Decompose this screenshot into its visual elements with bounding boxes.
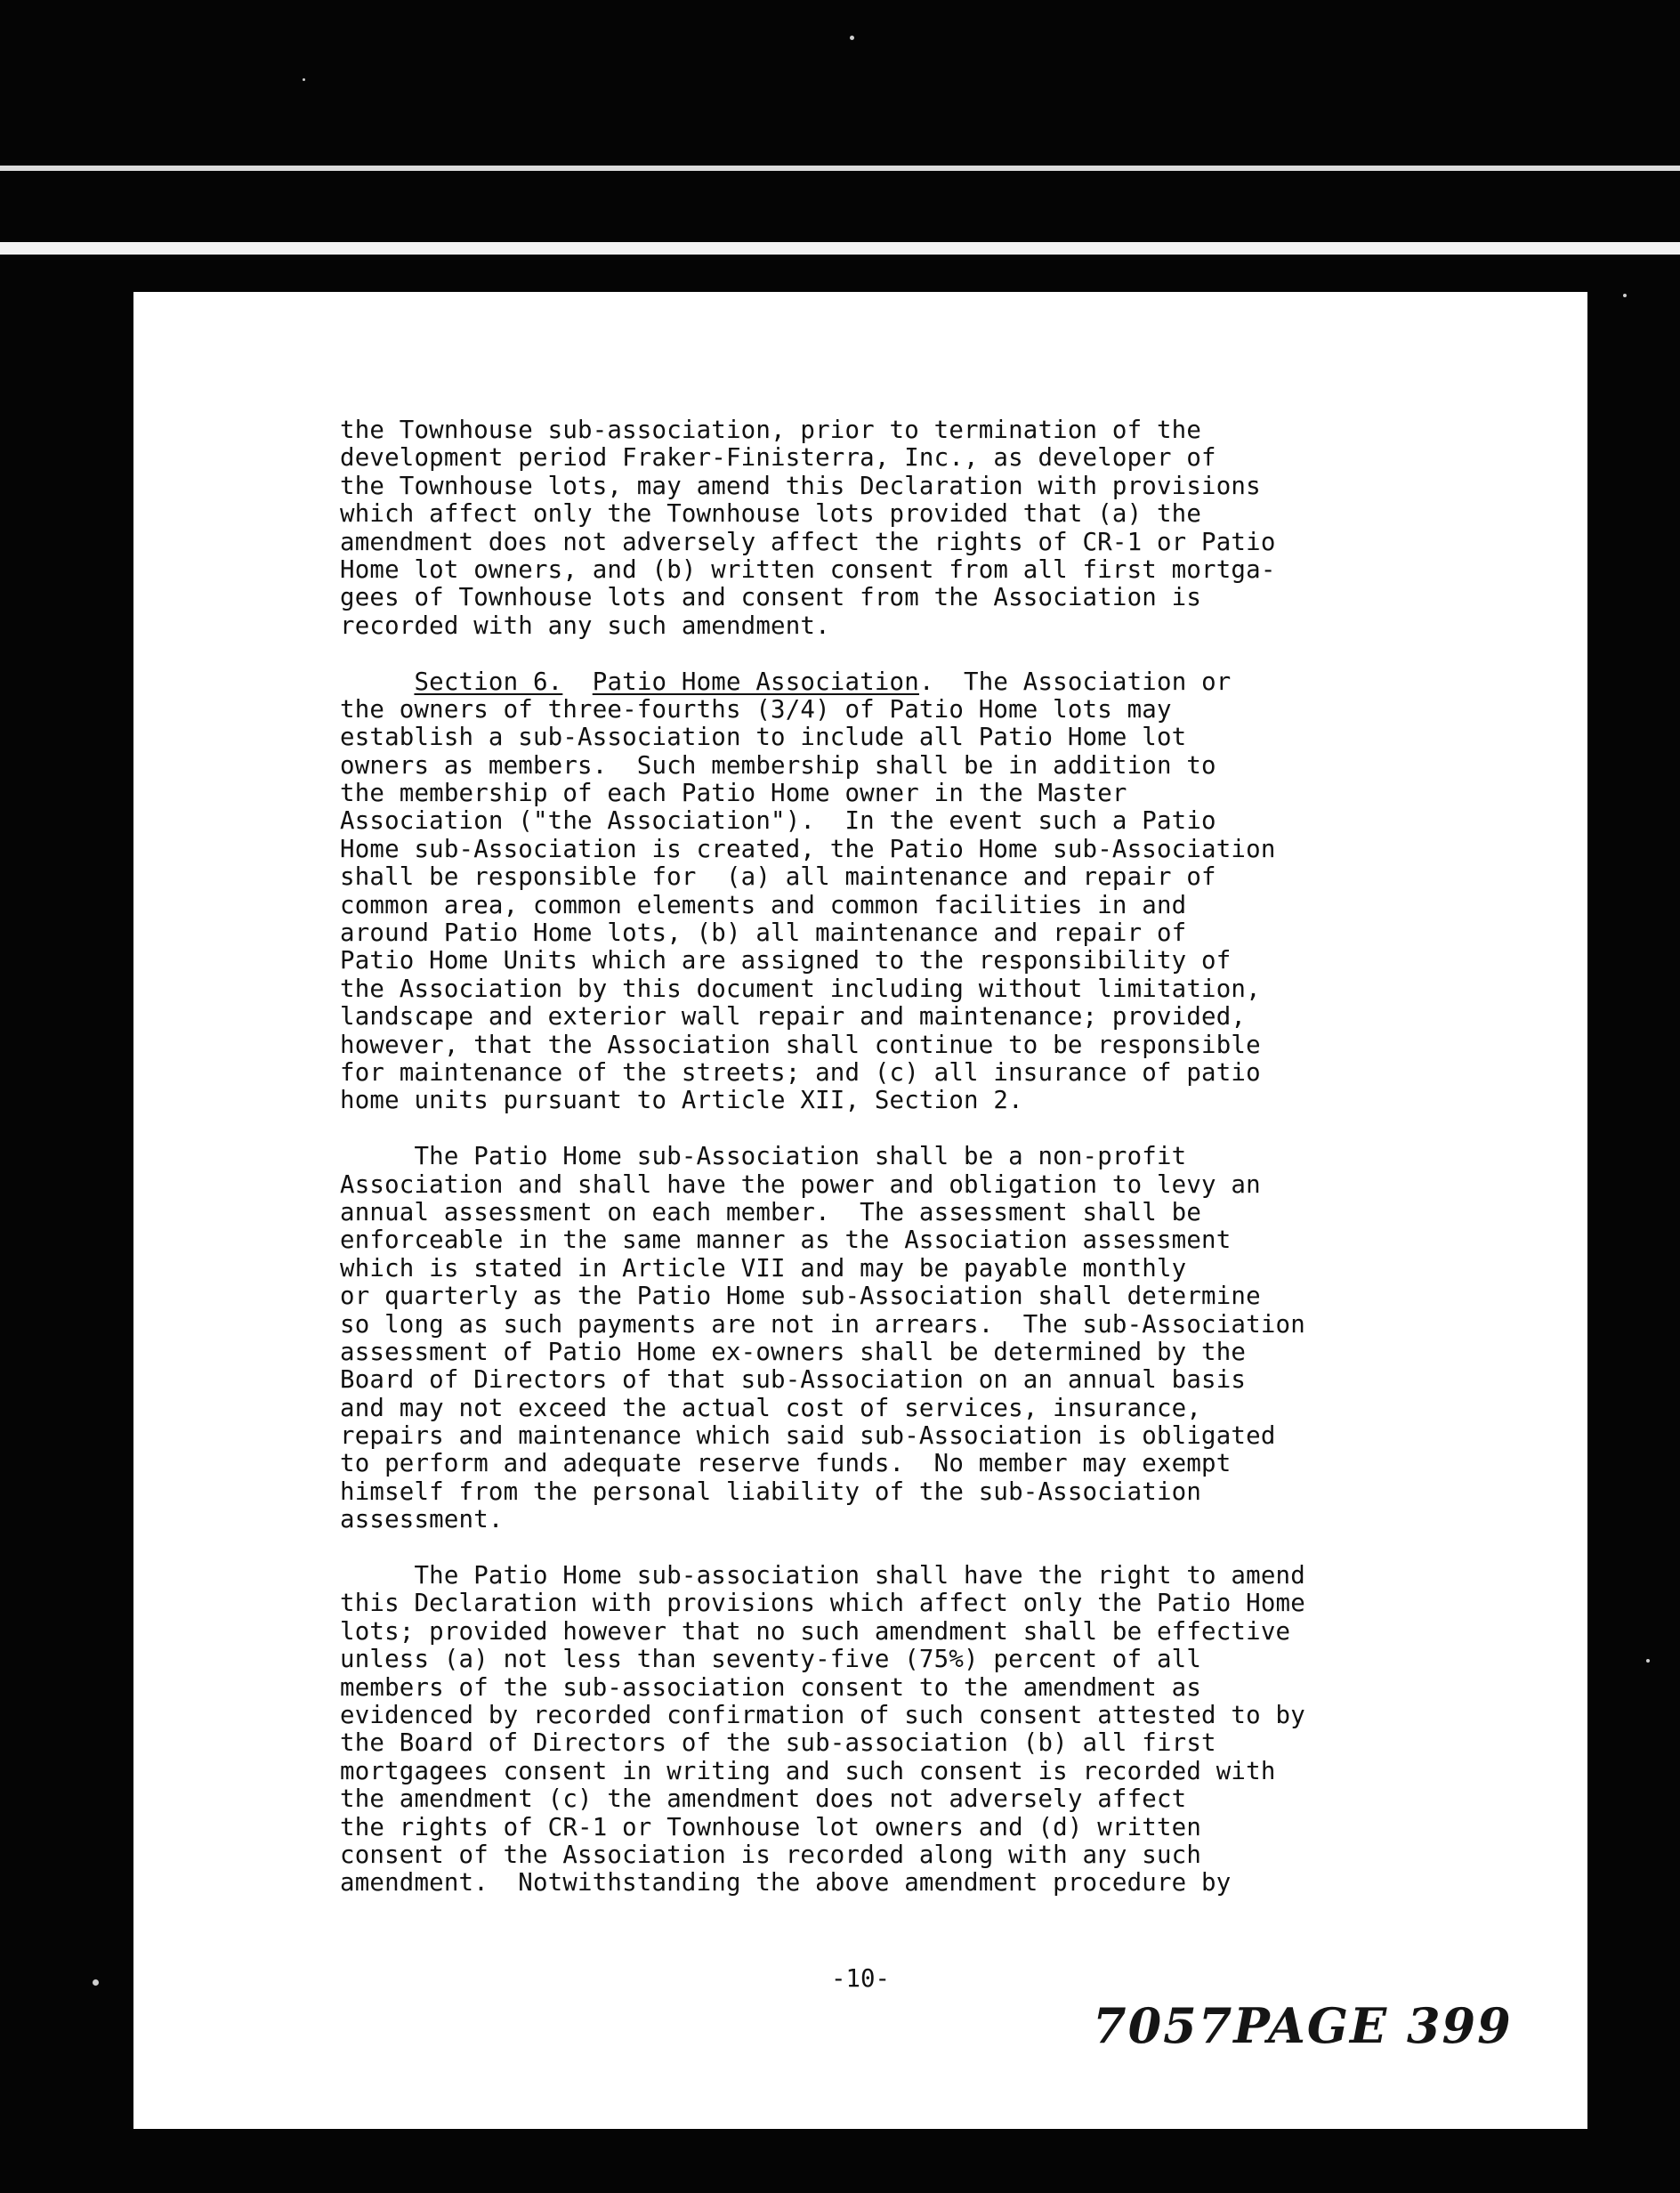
text-line: this Declaration with provisions which affect only the Patio Home: [340, 1590, 1305, 1618]
section-heading-line: [340, 668, 1603, 696]
text-line: repairs and maintenance which said sub-Association is obligated: [340, 1422, 1276, 1451]
text-line: the Board of Directors of the sub-association (b) all first: [340, 1729, 1216, 1758]
text-line: for maintenance of the streets; and (c) all insurance of patio: [340, 1058, 1261, 1087]
text-line: the rights of CR-1 or Townhouse lot owners and (d) written: [340, 1813, 1202, 1841]
text-line: gees of Townhouse lots and consent from the Association is: [340, 584, 1202, 612]
scan-edge-line: [0, 166, 1680, 171]
text-line: the Association by this document including without limitation,: [340, 975, 1261, 1003]
text-line: the Townhouse sub-association, prior to termination of the: [340, 417, 1202, 444]
text-line: The Patio Home sub-Association shall be a non-profit: [340, 1143, 1187, 1171]
text-line: home units pursuant to Article XII, Section 2.: [340, 1087, 1023, 1115]
paragraph-assessment: [340, 1143, 1603, 1533]
text-line: The Patio Home sub-association shall have the right to amend: [340, 1562, 1305, 1590]
text-line: assessment of Patio Home ex-owners shall be determined by the: [340, 1338, 1247, 1366]
paragraph-patio-amendment: [340, 1562, 1603, 1898]
document-body: [340, 417, 1603, 1898]
text-line: the membership of each Patio Home owner in the Master: [340, 780, 1127, 808]
text-line: recorded with any such amendment.: [340, 611, 830, 640]
page-number: -10-: [831, 1965, 890, 1993]
scan-speck: [850, 36, 854, 40]
scan-speck: [1623, 294, 1627, 297]
section-number: Section 6.: [414, 668, 563, 696]
document-page: [133, 292, 1587, 2129]
text-line: development period Fraker-Finisterra, Inc., as developer of: [340, 444, 1216, 473]
text-line: evidenced by recorded confirmation of such consent attested to by: [340, 1701, 1305, 1729]
text-line: annual assessment on each member. The assessment shall be: [340, 1198, 1202, 1226]
text-line: so long as such payments are not in arrears. The sub-Association: [340, 1310, 1305, 1339]
text-line: mortgagees consent in writing and such consent is recorded with: [340, 1757, 1276, 1785]
text-line: to perform and adequate reserve funds. No member may exempt: [340, 1450, 1232, 1478]
text-line: lots; provided however that no such amendment shall be effective: [340, 1617, 1291, 1646]
paragraph-gap: [340, 640, 1603, 668]
paragraph-gap: [340, 1534, 1603, 1562]
text-line: and may not exceed the actual cost of services, insurance,: [340, 1394, 1202, 1422]
text-line: establish a sub-Association to include all Patio Home lot: [340, 724, 1187, 752]
section-title: Patio Home Association: [592, 668, 919, 696]
text-line: Board of Directors of that sub-Association on an annual basis: [340, 1366, 1247, 1395]
text-line: amendment. Notwithstanding the above amendment procedure by: [340, 1869, 1232, 1898]
scan-speck: [1646, 1659, 1650, 1663]
text-line: shall be responsible for (a) all maintenance and repair of: [340, 863, 1216, 892]
text-line: himself from the personal liability of the sub-Association: [340, 1477, 1202, 1506]
text-line: Association ("the Association"). In the event such a Patio: [340, 807, 1216, 836]
text-line: which affect only the Townhouse lots provided that (a) the: [340, 500, 1202, 529]
paragraph-gap: [340, 1115, 1603, 1143]
text-line: Association and shall have the power and obligation to levy an: [340, 1170, 1261, 1199]
text-line: amendment does not adversely affect the rights of CR-1 or Patio: [340, 528, 1276, 556]
text-line: common area, common elements and common facilities in and: [340, 891, 1187, 919]
scan-speck: [303, 78, 305, 81]
text-line: enforceable in the same manner as the Association assessment: [340, 1226, 1232, 1255]
text-line: the amendment (c) the amendment does not adversely affect: [340, 1785, 1187, 1814]
text-line: Home lot owners, and (b) written consent from all first mortga-: [340, 555, 1276, 584]
text-line: which is stated in Article VII and may be payable monthly: [340, 1254, 1187, 1283]
text-line: unless (a) not less than seventy-five (75%) percent of all: [340, 1646, 1202, 1674]
text-line: landscape and exterior wall repair and maintenance; provided,: [340, 1003, 1247, 1032]
paragraph-townhouse-amendment: [340, 417, 1603, 640]
text-line: Home sub-Association is created, the Patio Home sub-Association: [340, 835, 1276, 863]
section-heading-rest: . The Association or: [918, 668, 1232, 696]
text-line: owners as members. Such membership shall be in addition to: [340, 751, 1216, 780]
scan-edge-band: [0, 242, 1680, 255]
text-line: Patio Home Units which are assigned to the responsibility of: [340, 947, 1232, 975]
paragraph-section-6: [340, 668, 1603, 1115]
text-line: consent of the Association is recorded along with any such: [340, 1841, 1202, 1869]
text-line: however, that the Association shall continue to be responsible: [340, 1031, 1261, 1059]
recording-stamp: 7057PAGE 399: [1093, 1997, 1513, 2054]
text-line: or quarterly as the Patio Home sub-Association shall determine: [340, 1283, 1261, 1311]
text-line: members of the sub-association consent to the amendment as: [340, 1673, 1202, 1702]
text-line: the owners of three-fourths (3/4) of Patio Home lots may: [340, 695, 1172, 724]
scan-speck: [93, 1979, 99, 1986]
text-line: assessment.: [340, 1506, 504, 1534]
text-line: the Townhouse lots, may amend this Declaration with provisions: [340, 472, 1261, 500]
text-line: around Patio Home lots, (b) all maintenance and repair of: [340, 919, 1187, 948]
